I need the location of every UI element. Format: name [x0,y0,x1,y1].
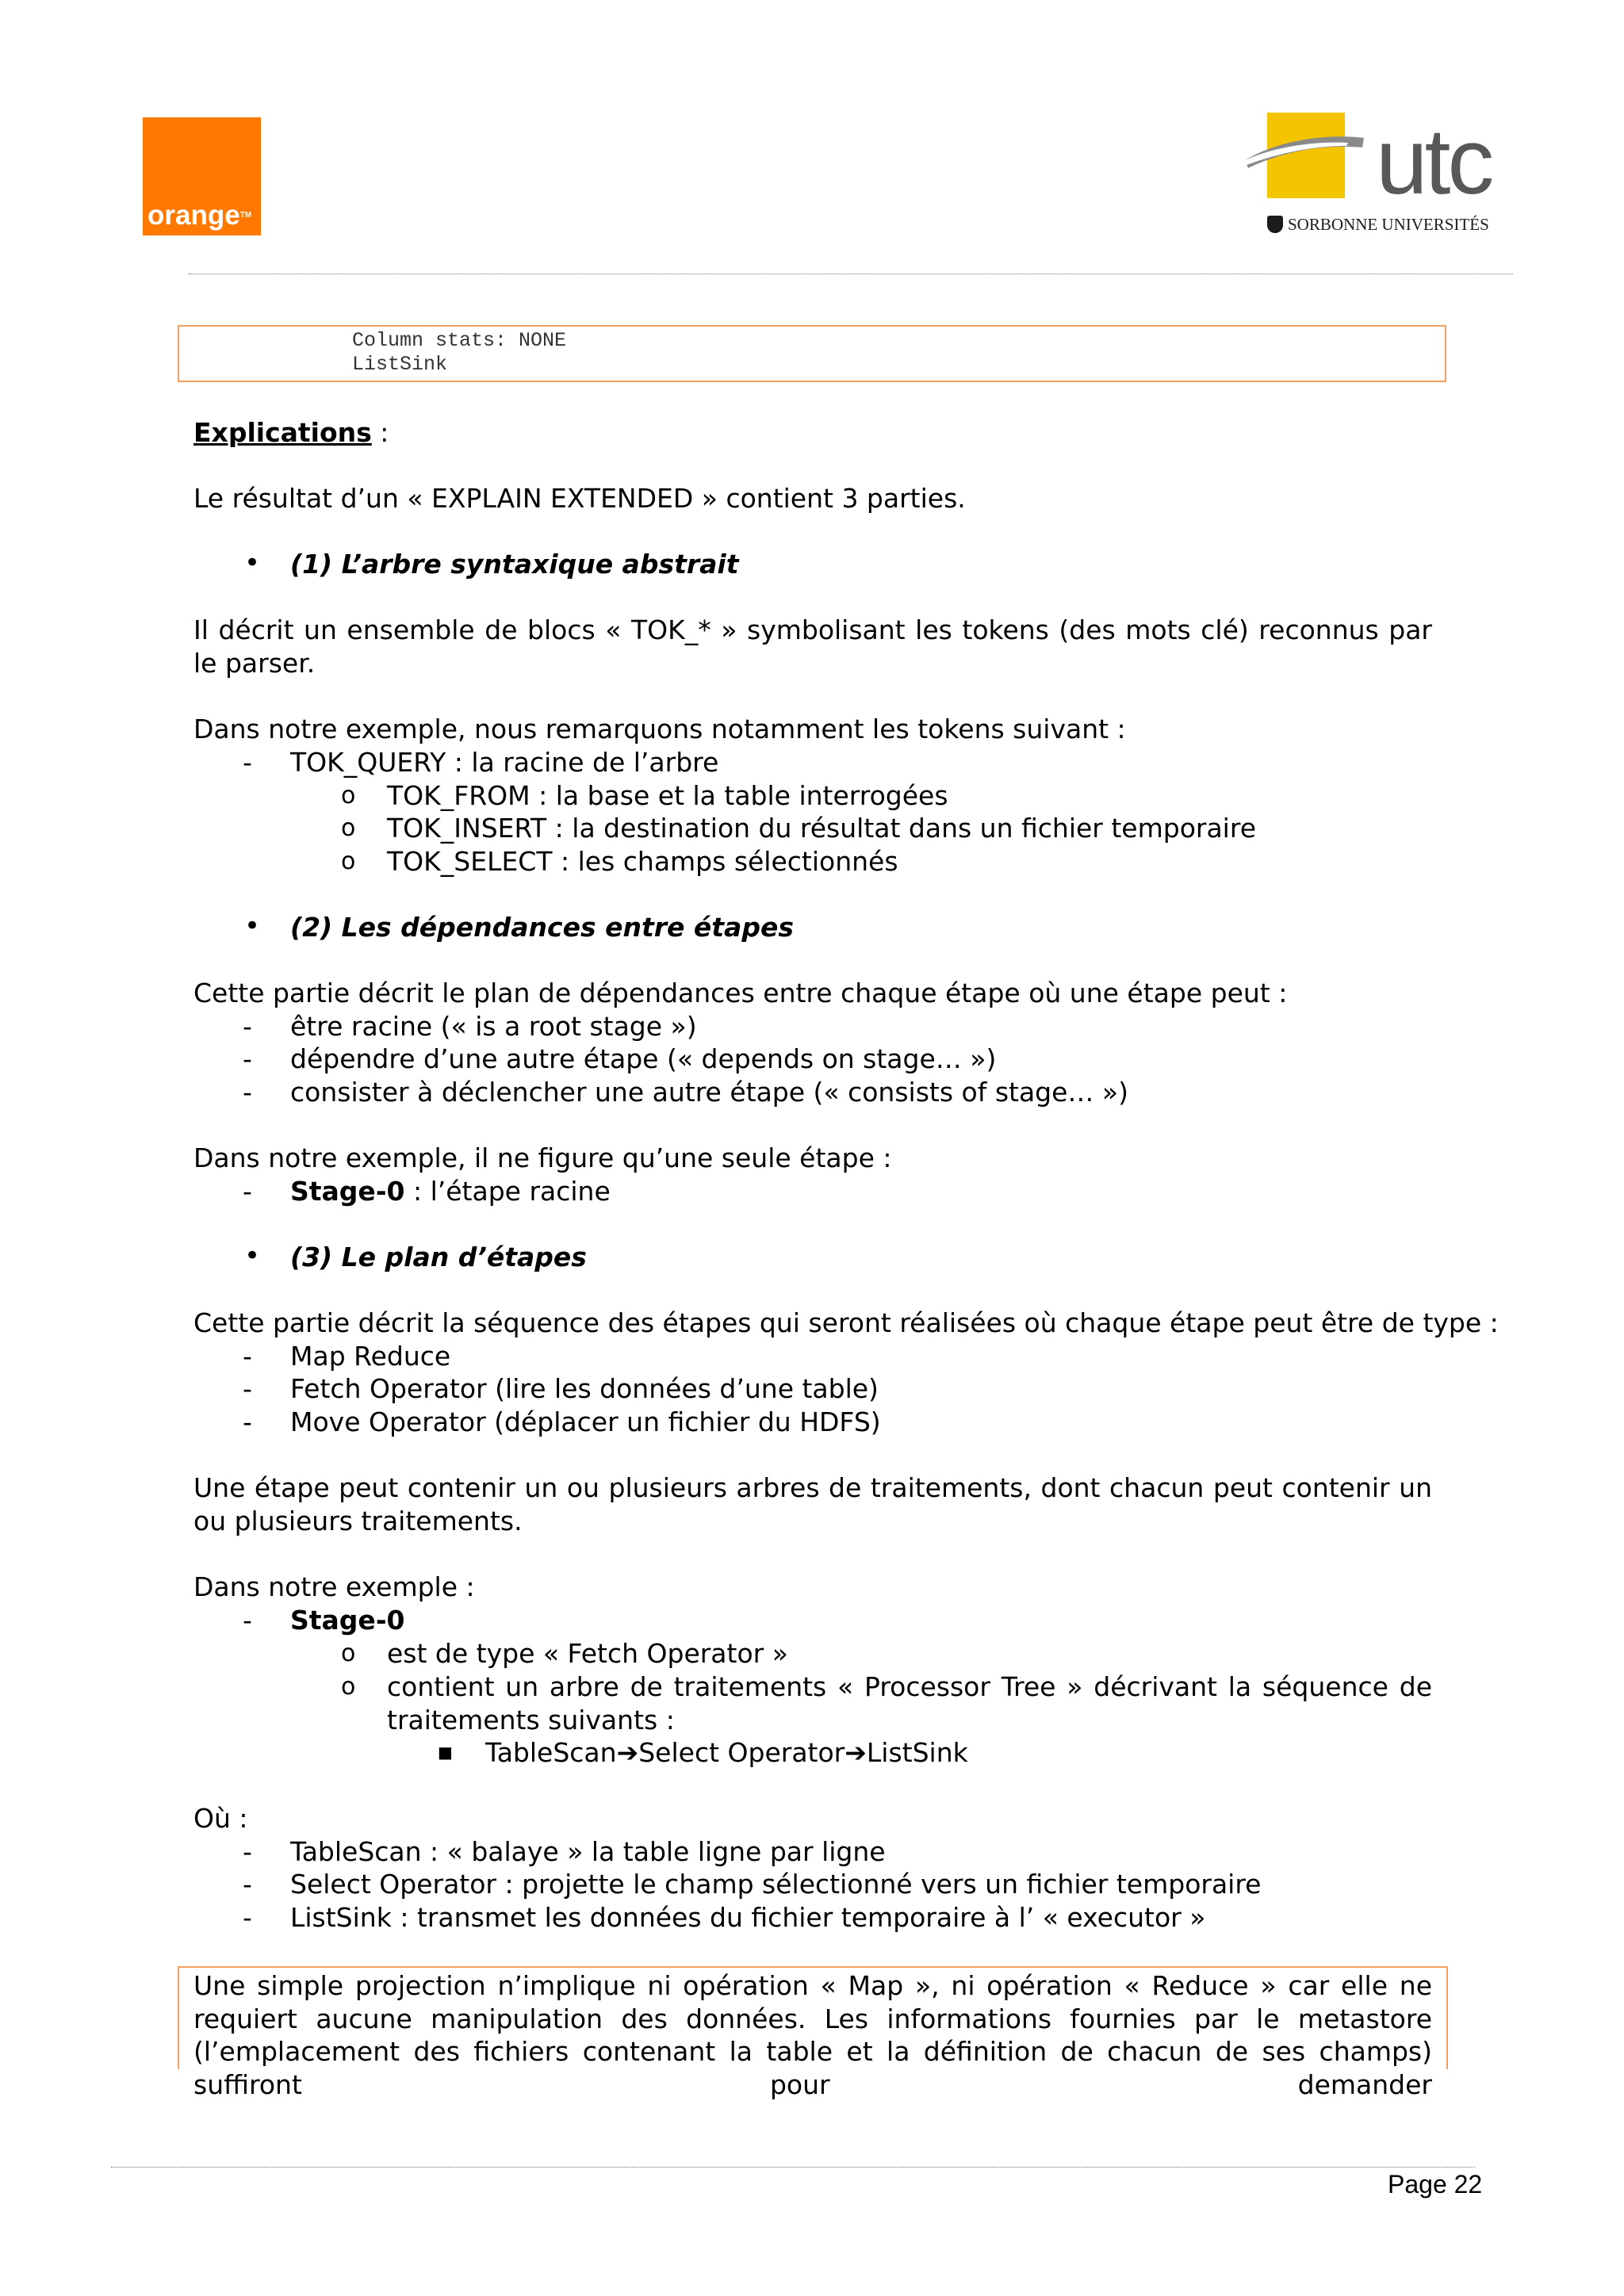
arrow-icon: ➔ [616,1737,639,1768]
list-item: TOK_QUERY : la racine de l’arbre [290,747,719,778]
pipeline-step: ListSink [866,1737,968,1768]
code-line: Column stats: NONE [352,329,567,352]
list-item: dépendre d’une autre étape (« depends on stage… ») [290,1043,997,1074]
list-item: TableScan : « balaye » la table ligne par ligne [290,1836,886,1867]
footer-divider [111,2167,1475,2168]
dash-bullet-icon: - [243,1406,252,1437]
stage-label: Stage-0 [290,1605,405,1636]
orange-logo-text: orange [147,200,240,231]
pipeline-step: TableScan [485,1737,617,1768]
dash-bullet-icon: - [243,1341,252,1372]
list-item: TOK_INSERT : la destination du résultat dans un fichier temporaire [387,813,1256,844]
utc-logo-text: utc [1376,109,1492,214]
explications-intro: Le résultat d’un « EXPLAIN EXTENDED » contient 3 parties. [193,483,966,514]
part2-description: Cette partie décrit le plan de dépendances entre chaque étape où une étape peut : [193,978,1288,1008]
pipeline [485,1736,968,1770]
where-label: Où : [193,1803,248,1834]
utc-logo-mark-icon [1245,109,1380,205]
sorbonne-logo [1267,214,1489,235]
dash-bullet-icon: - [243,1902,252,1933]
part3-description: Cette partie décrit la séquence des étapes qui seront réalisées où chaque étape peut être de type : [193,1307,1499,1338]
circle-bullet-icon: o [341,814,356,842]
section-title-3: (3) Le plan d’étapes [290,1242,587,1272]
bullet-icon: • [244,910,261,942]
stage-label: Stage-0 [290,1176,405,1207]
list-item: TOK_SELECT : les champs sélectionnés [387,846,898,877]
list-item: est de type « Fetch Operator » [387,1638,788,1669]
dash-bullet-icon: - [243,747,252,778]
list-item: Select Operator : projette le champ sélectionné vers un fichier temporaire [290,1869,1262,1900]
circle-bullet-icon: o [341,1673,356,1701]
dash-bullet-icon: - [243,1176,252,1207]
code-line: ListSink [352,353,448,376]
list-item [290,1175,611,1208]
orange-logo-tm: TM [239,211,252,220]
dash-bullet-icon: - [243,1869,252,1900]
part1-example-intro: Dans notre exemple, nous remarquons notamment les tokens suivant : [193,714,1126,744]
part3-example-intro: Dans notre exemple : [193,1571,475,1602]
part1-description: Il décrit un ensemble de blocs « TOK_* » symbolisant les tokens (des mots clé) reconnus par le parser. [193,614,1432,679]
dash-bullet-icon: - [243,1043,252,1074]
list-item: contient un arbre de traitements « Processor Tree » décrivant la séquence de traitements suivants : [387,1671,1432,1735]
section-title-1: (1) L’arbre syntaxique abstrait [290,549,739,580]
list-item: consister à déclencher une autre étape (« consists of stage… ») [290,1077,1128,1108]
explications-heading-suffix: : [371,417,389,448]
orange-logo [143,117,261,235]
list-item: Fetch Operator (lire les données d’une table) [290,1373,879,1404]
code-block [178,325,1446,382]
circle-bullet-icon: o [341,848,356,875]
explications-heading-label: Explications [193,417,372,448]
square-bullet-icon: ■ [438,1743,453,1762]
dash-bullet-icon: - [243,1011,252,1042]
list-item: ListSink : transmet les données du fichier temporaire à l’ « executor » [290,1902,1206,1933]
dash-bullet-icon: - [243,1077,252,1108]
dash-bullet-icon: - [243,1605,252,1636]
arrow-icon: ➔ [845,1737,867,1768]
section-title-2: (2) Les dépendances entre étapes [290,912,794,943]
note-box [178,1966,1448,2100]
list-item: Move Operator (déplacer un fichier du HDFS) [290,1406,881,1437]
bullet-icon: • [244,1240,261,1272]
circle-bullet-icon: o [341,1640,356,1667]
list-item: Map Reduce [290,1341,451,1372]
explications-heading [193,416,389,450]
page-number: Page 22 [1388,2170,1483,2198]
part3-trees-description: Une étape peut contenir un ou plusieurs arbres de traitements, dont chacun peut contenir un ou plusieurs traitements. [193,1472,1432,1536]
note-text: Une simple projection n’implique ni opération « Map », ni opération « Reduce » car elle ne requiert aucune manipulation des données. Les informations fournies par le metastore (l’emplacement des fichiers contenant la table et la définition de chacun de ses champs) suffiront pour demander [193,1970,1432,2100]
bullet-icon: • [244,547,261,579]
dash-bullet-icon: - [243,1836,252,1867]
sorbonne-logo-text: SORBONNE UNIVERSITÉS [1288,215,1489,234]
list-item: TOK_FROM : la base et la table interrogées [387,780,948,811]
dash-bullet-icon: - [243,1373,252,1404]
list-item: être racine (« is a root stage ») [290,1011,697,1042]
pipeline-step: Select Operator [638,1737,845,1768]
sorbonne-shield-icon [1267,216,1283,233]
circle-bullet-icon: o [341,782,356,809]
part2-example-intro: Dans notre exemple, il ne figure qu’une seule étape : [193,1142,892,1173]
stage-description: : l’étape racine [404,1176,611,1207]
